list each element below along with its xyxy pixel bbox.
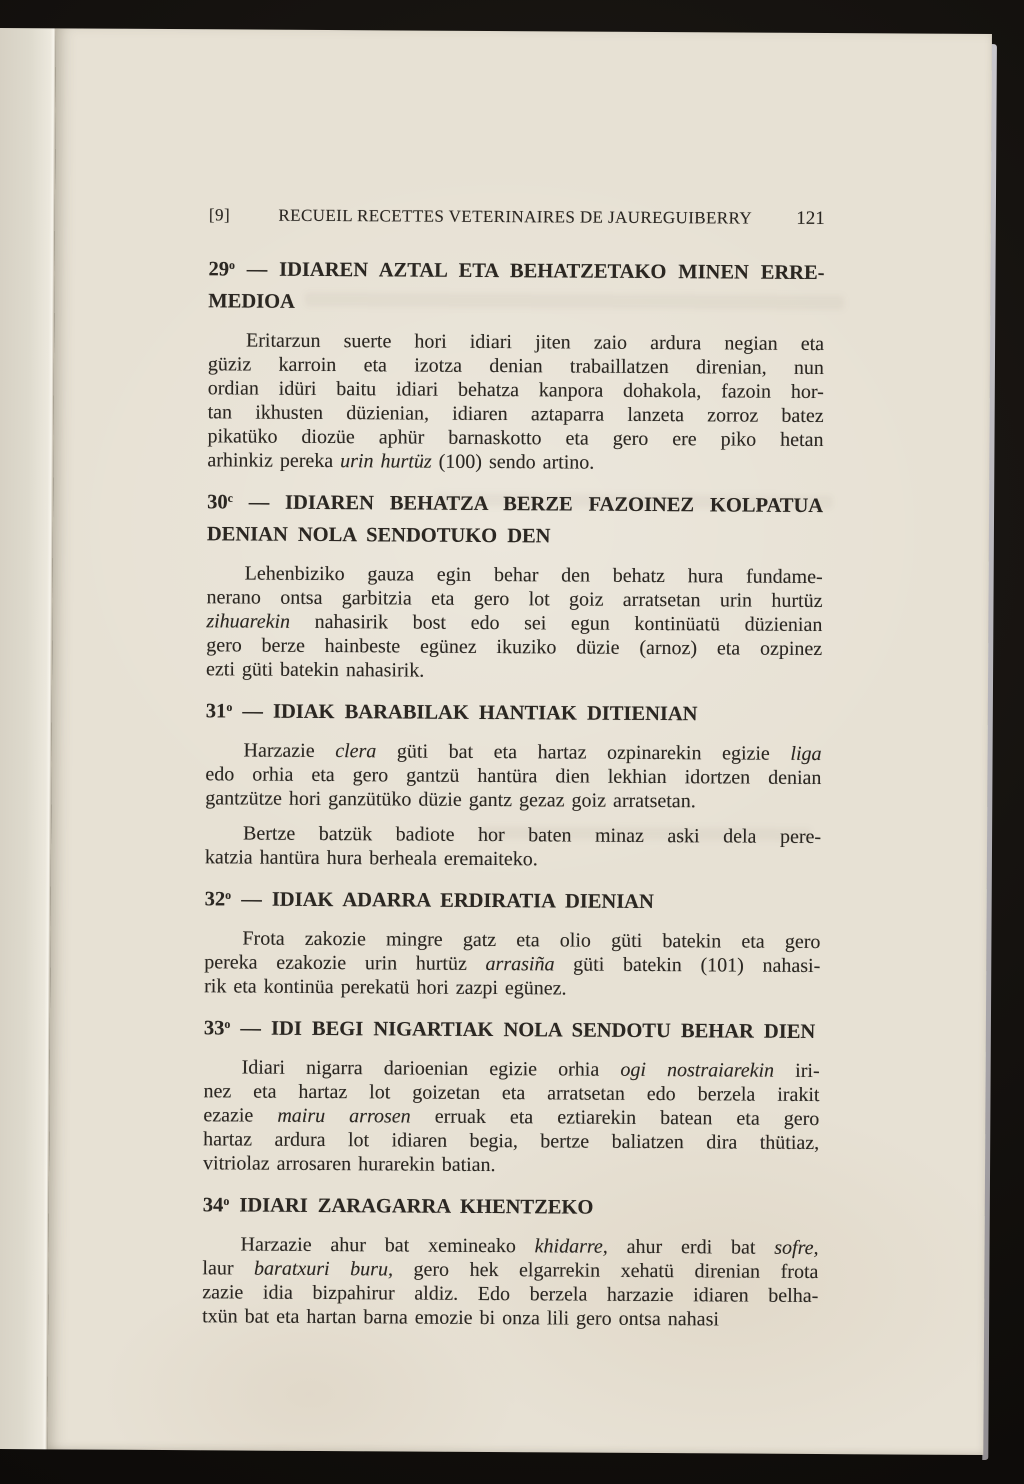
text-segment: Frota zakozie mingre gatz eta olio güti batekin eta gero xyxy=(242,927,821,954)
text-segment: gero berze hainbeste egünez ikuziko düzie (arnoz) eta ozpinez xyxy=(206,634,823,661)
section-33-paragraph-1 xyxy=(203,1055,820,1179)
text-segment: laur xyxy=(202,1257,255,1280)
italic-term: liga xyxy=(790,742,822,766)
text-segment: vitriolaz arrosaren hurarekin batian. xyxy=(203,1152,496,1177)
text-segment: katzia hantüra hura berheala eremaiteko. xyxy=(204,846,538,871)
text-segment: erruak eta eztiarekin batean eta gero xyxy=(410,1105,820,1131)
italic-term: ogi nostraiarekin xyxy=(620,1058,775,1082)
text-segment: Eritarzun suerte hori idiari jiten zaio ardura negian eta xyxy=(246,329,825,356)
section-33-heading xyxy=(204,1012,820,1048)
text-segment: — IDIAREN AZTAL ETA BEHATZETAKO MINEN ERRE- xyxy=(234,258,825,285)
text-segment: 32 xyxy=(204,888,226,911)
section-32-heading xyxy=(205,883,821,919)
text-segment: nahasirik bost edo sei egun kontinüatü düzienian xyxy=(290,610,823,637)
text-segment: nez eta hartaz lot goizetan eta arratsetan edo berzela irakit xyxy=(203,1080,820,1107)
page-content xyxy=(202,204,825,1332)
italic-term: zihuarekin xyxy=(206,610,291,633)
text-segment: (100) sendo artino. xyxy=(431,450,595,474)
italic-term: sofre, xyxy=(774,1236,819,1260)
section-29-paragraph-1 xyxy=(207,328,824,476)
italic-term: khidarre, xyxy=(534,1235,608,1258)
text-line xyxy=(205,845,821,873)
header-title: RECUEIL RECETTES VETERINAIRES DE JAUREGUIBERRY xyxy=(278,205,753,228)
heading-line xyxy=(208,285,824,321)
section-30-heading xyxy=(207,486,823,554)
italic-term: urin hurtüz xyxy=(340,450,432,473)
heading-line xyxy=(207,518,823,554)
text-segment: pereka ezakozie urin hurtüz xyxy=(204,951,486,975)
section-31-paragraph-1 xyxy=(205,738,821,814)
text-segment: 30 xyxy=(207,491,228,514)
text-segment: txün bat eta hartan barna emozie bi onza lili gero ontsa nahasi xyxy=(202,1305,720,1331)
text-segment: güti bat eta hartaz ozpinarekin egizie xyxy=(376,740,791,765)
text-segment: zazie idia bizpahirur aldiz. Edo berzela harzazie idiaren belha- xyxy=(202,1281,819,1308)
section-31 xyxy=(205,695,822,873)
section-29 xyxy=(207,253,824,476)
text-segment: tan ikhusten düzienian, idiaren aztaparra lanzeta zorroz batez xyxy=(207,401,824,428)
text-segment: — IDI BEGI NIGARTIAK NOLA SENDOTU BEHAR DIEN xyxy=(230,1017,816,1043)
text-segment: ezti güti batekin nahasirik. xyxy=(206,658,425,682)
text-segment: Harzazie xyxy=(243,739,336,763)
section-30-paragraph-1 xyxy=(206,561,823,685)
text-segment: iri- xyxy=(774,1059,820,1083)
text-segment: — IDIAK ADARRA ERDIRATIA DIENIAN xyxy=(231,888,654,914)
text-segment: hartaz ardura lot idiaren begia, bertze baliatzen dira thütiaz, xyxy=(203,1128,820,1155)
section-31-heading xyxy=(206,695,822,731)
text-segment: 34 xyxy=(202,1194,224,1217)
text-segment: güziz karroin eta izotza denian trabaillatzen direnian, nun xyxy=(207,353,825,380)
text-segment: gantzütze hori ganzütüko düzie gantz gezaz goiz arratsetan. xyxy=(205,787,696,813)
heading-line xyxy=(208,253,824,289)
text-segment: 29 xyxy=(208,258,230,281)
text-segment: gero hek elgarrekin xehatü direnian frota xyxy=(392,1258,819,1284)
text-segment: IDIARI ZARAGARRA KHENTZEKO xyxy=(229,1194,594,1219)
text-line xyxy=(207,448,823,476)
italic-term: baratxuri buru, xyxy=(254,1257,394,1281)
ordinal-superscript: o xyxy=(225,887,232,902)
text-line xyxy=(206,657,822,685)
text-segment: nerano ontsa garbitzia eta gero lot goiz arratsetan urin hurtüz xyxy=(206,586,823,613)
text-segment: Lehenbiziko gauza egin behar den behatz hura fundame- xyxy=(244,562,823,589)
previous-page-edge xyxy=(0,28,56,1449)
text-line xyxy=(205,786,821,814)
heading-line xyxy=(204,1012,820,1048)
text-segment: Harzazie ahur bat xemineako xyxy=(240,1233,535,1258)
text-segment: 31 xyxy=(205,700,227,723)
heading-line xyxy=(203,1189,819,1225)
text-segment: Idiari nigarra darioenian egizie orhia xyxy=(241,1056,621,1081)
text-segment: MEDIOA xyxy=(208,290,295,313)
heading-line xyxy=(207,486,823,522)
italic-term: arrasiña xyxy=(485,952,555,976)
ordinal-superscript: o xyxy=(229,257,236,272)
text-segment: DENIAN NOLA SENDOTUKO DEN xyxy=(206,523,551,548)
text-segment: ezazie xyxy=(203,1104,278,1127)
text-segment: ahur erdi bat xyxy=(607,1235,775,1259)
text-segment: güti batekin (101) nahasi- xyxy=(554,953,821,978)
heading-line xyxy=(206,695,822,731)
text-segment: — IDIAREN BEHATZA BERZE FAZOINEZ KOLPATUA xyxy=(232,491,824,518)
header-section-ref: [9] xyxy=(208,205,231,225)
section-32 xyxy=(204,883,821,1002)
section-31-paragraph-2 xyxy=(205,821,821,873)
text-segment: — IDIAK BARABILAK HANTIAK DITIENIAN xyxy=(232,700,698,726)
text-line xyxy=(204,974,820,1002)
section-33 xyxy=(203,1012,820,1179)
section-30 xyxy=(206,486,823,685)
text-line xyxy=(203,1151,819,1179)
section-29-heading xyxy=(208,253,824,321)
ordinal-superscript: o xyxy=(223,1193,230,1208)
italic-term: mairu arrosen xyxy=(277,1104,411,1128)
ordinal-superscript: o xyxy=(224,1016,231,1031)
italic-term: clera xyxy=(335,740,377,763)
heading-line xyxy=(205,883,821,919)
running-header xyxy=(209,204,825,230)
text-segment: arhinkiz pereka xyxy=(207,449,341,473)
section-34-paragraph-1 xyxy=(202,1232,819,1332)
text-segment: edo orhia eta gero gantzü hantüra dien lekhian idortzen denian xyxy=(205,763,822,790)
text-segment: ordian idüri baitu idiari behatza kanpora dohakola, fazoin hor- xyxy=(207,377,824,404)
text-segment: rik eta kontinüa perekatü hori zazpi egünez. xyxy=(204,975,567,1000)
text-segment: 33 xyxy=(203,1017,225,1040)
ordinal-superscript: c xyxy=(227,490,233,505)
sections-container xyxy=(202,253,825,1332)
book-page xyxy=(47,28,992,1455)
section-34-heading xyxy=(203,1189,819,1225)
text-segment: pikatüko diozüe aphür barnaskotto eta gero ere piko hetan xyxy=(207,425,824,452)
ordinal-superscript: o xyxy=(226,699,233,714)
page-number: 121 xyxy=(796,207,825,230)
section-32-paragraph-1 xyxy=(204,926,820,1002)
text-line xyxy=(202,1304,818,1332)
section-34 xyxy=(202,1189,819,1332)
text-segment: Bertze batzük badiote hor baten minaz aski dela pere- xyxy=(243,822,822,849)
open-book xyxy=(0,28,992,1455)
